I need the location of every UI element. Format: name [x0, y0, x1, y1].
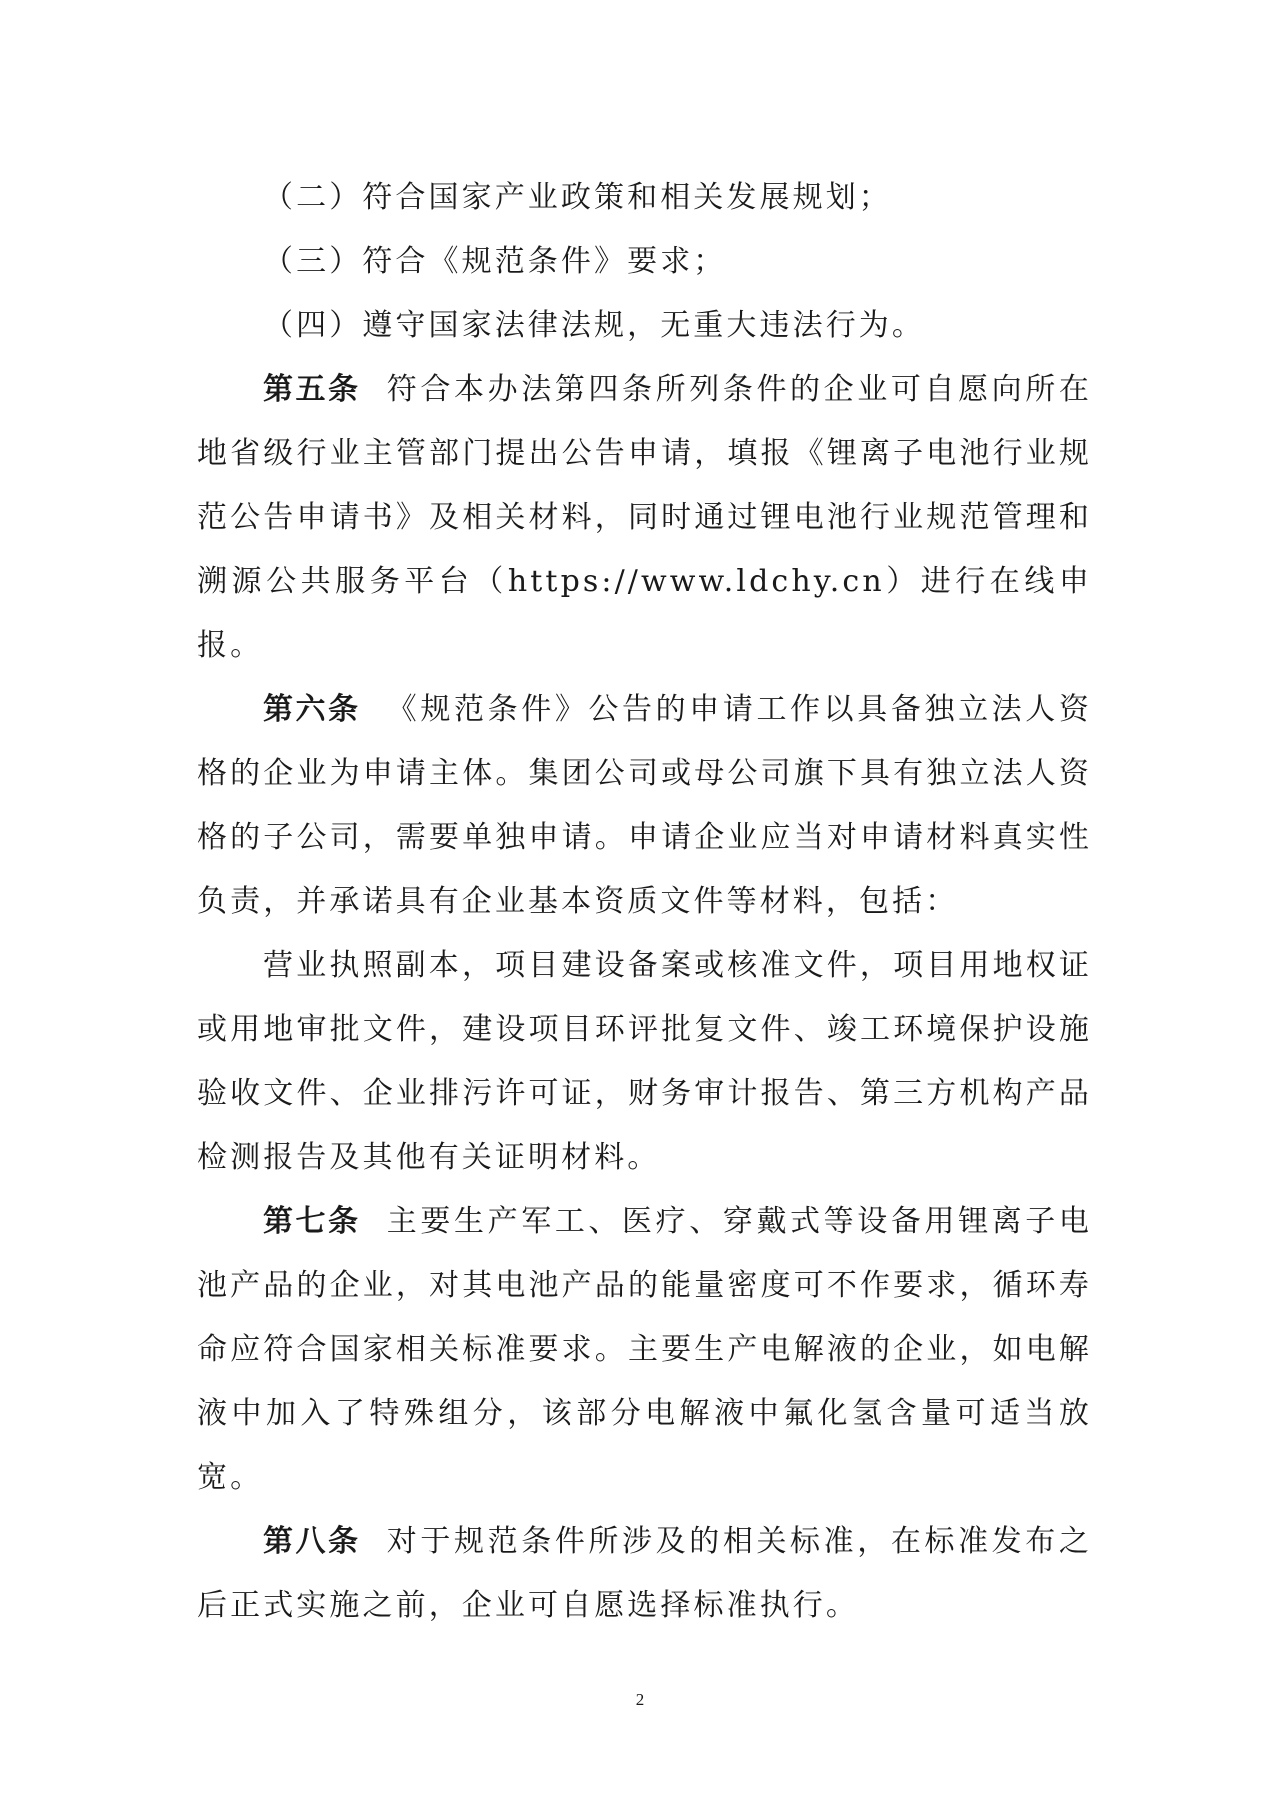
paragraph-text: 主要生产军工、医疗、穿戴式等设备用锂离子电池产品的企业，对其电池产品的能量密度可不作要求，循环寿命应符合国家相关标准要求。主要生产电解液的企业，如电解液中加入了特殊组分，该部分电解液中氟化氢含量可适当放宽。 [197, 1204, 1092, 1495]
paragraph-text: 《规范条件》公告的申请工作以具备独立法人资格的企业为申请主体。集团公司或母公司旗下具有独立法人资格的子公司，需要单独申请。申请企业应当对申请材料真实性负责，并承诺具有企业基本资质文件等材料，包括： [197, 692, 1092, 919]
materials-list-paragraph [197, 934, 1092, 1190]
page-number: 2 [635, 1690, 645, 1709]
paragraph-item-3 [197, 230, 1092, 294]
article-heading: 第六条 [263, 692, 361, 727]
article-heading: 第五条 [263, 372, 361, 407]
paragraph-item-2 [197, 166, 1092, 230]
article-8 [197, 1510, 1092, 1638]
article-heading: 第八条 [263, 1524, 361, 1559]
article-6 [197, 678, 1092, 934]
document-body [197, 166, 1092, 1638]
paragraph-text: 对于规范条件所涉及的相关标准，在标准发布之后正式实施之前，企业可自愿选择标准执行。 [197, 1524, 1092, 1623]
paragraph-text: （三）符合《规范条件》要求； [263, 244, 727, 279]
paragraph-item-4 [197, 294, 1092, 358]
paragraph-text: （四）遵守国家法律法规，无重大违法行为。 [263, 308, 925, 343]
paragraph-text: 营业执照副本，项目建设备案或核准文件，项目用地权证或用地审批文件，建设项目环评批复文件、竣工环境保护设施验收文件、企业排污许可证，财务审计报告、第三方机构产品检测报告及其他有关证明材料。 [197, 948, 1092, 1175]
article-heading: 第七条 [263, 1204, 361, 1239]
paragraph-text: （二）符合国家产业政策和相关发展规划； [263, 180, 892, 215]
article-5 [197, 358, 1092, 678]
article-7 [197, 1190, 1092, 1510]
paragraph-text: 符合本办法第四条所列条件的企业可自愿向所在地省级行业主管部门提出公告申请，填报《锂离子电池行业规范公告申请书》及相关材料，同时通过锂电池行业规范管理和溯源公共服务平台（https://www.ldchy.cn）进行在线申报。 [197, 372, 1092, 663]
